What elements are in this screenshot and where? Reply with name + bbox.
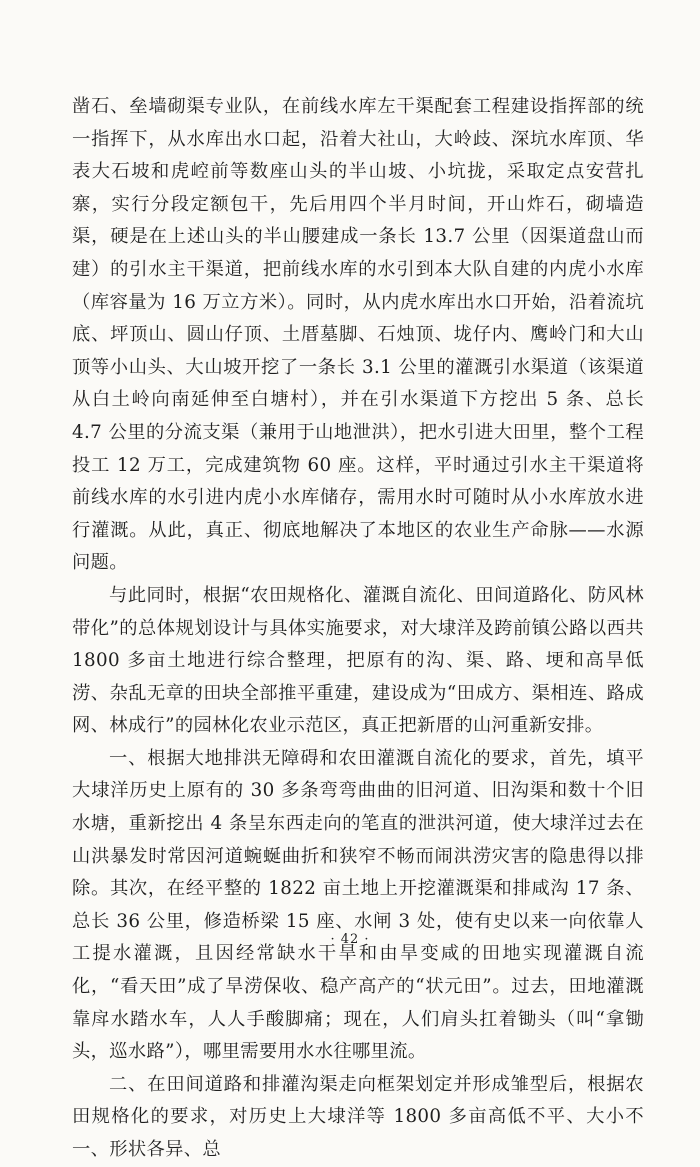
- page-number: · 42 ·: [330, 932, 370, 947]
- paragraph-1: 凿石、垒墙砌渠专业队，在前线水库左干渠配套工程建设指挥部的统一指挥下，从水库出水口起，沿着大社山，大岭歧、深坑水库顶、华表大石坡和虎崆前等数座山头的半山坡、小坑拢，采取定点安营扎寨，实行分段定额包干，先后用四个半月时间，开山炸石，砌墙造渠，硬是在上述山头的半山腰建成一条长 13.7 公里（因渠道盘山而建）的引水主干渠道，把前线水库的水引到本大队自建的内虎小水库（库容量为 16 万立方米）。同时，从内虎水库出水口开始，沿着流坑底、坪顶山、圆山仔顶、土厝墓脚、石烛顶、垅仔内、鹰岭门和大山顶等小山头、大山坡开挖了一条长 3.1 公里的灌溉引水渠道（该渠道从白土岭向南延伸至白塘村），并在引水渠道下方挖出 5 条、总长 4.7 公里的分流支渠（兼用于山地泄洪），把水引进大田里，整个工程投工 12 万工，完成建筑物 60 座。这样，平时通过引水主干渠道将前线水库的水引进内虎小水库储存，需用水时可随时从小水库放水进行灌溉。从此，真正、彻底地解决了本地区的农业生产命脉——水源问题。: [72, 96, 644, 574]
- paragraph-3: 一、根据大地排洪无障碍和农田灌溉自流化的要求，首先，填平大埭洋历史上原有的 30 多条弯弯曲曲的旧河道、旧沟渠和数十个旧水塘，重新挖出 4 条呈东西走向的笔直的泄洪河道，使大埭洋过去在山洪暴发时常因河道蜿蜒曲折和狭窄不畅而闹洪涝灾害的隐患得以排除。其次，在经平整的 1822 亩土地上开挖灌溉渠和排咸沟 17 条、总长 36 公里，修造桥梁 15 座、水闸 3 处，使有史以来一向依靠人工提水灌溉，且因经常缺水干旱和由旱变咸的田地实现灌溉自流化，“看天田”成了旱涝保收、稳产高产的“状元田”。过去，田地灌溉靠戽水踏水车，人人手酸脚痛；现在，人们肩头扛着锄头（叫“拿锄头，巡水路”），哪里需要用水水往哪里流。: [72, 747, 644, 1063]
- paragraph-2: 与此同时，根据“农田规格化、灌溉自流化、田间道路化、防风林带化”的总体规划设计与具体实施要求，对大埭洋及跨前镇公路以西共 1800 多亩土地进行综合整理，把原有的沟、渠、路、埂和高旱低涝、杂乱无章的田块全部推平重建，建设成为“田成方、渠相连、路成网、林成行”的园林化农业示范区，真正把新厝的山河重新安排。: [72, 584, 644, 737]
- document-body: [72, 91, 644, 1167]
- paragraph-4: 二、在田间道路和排灌沟渠走向框架划定并形成雏型后，根据农田规格化的要求，对历史上大埭洋等 1800 多亩高低不平、大小不一、形状各异、总: [72, 1073, 644, 1160]
